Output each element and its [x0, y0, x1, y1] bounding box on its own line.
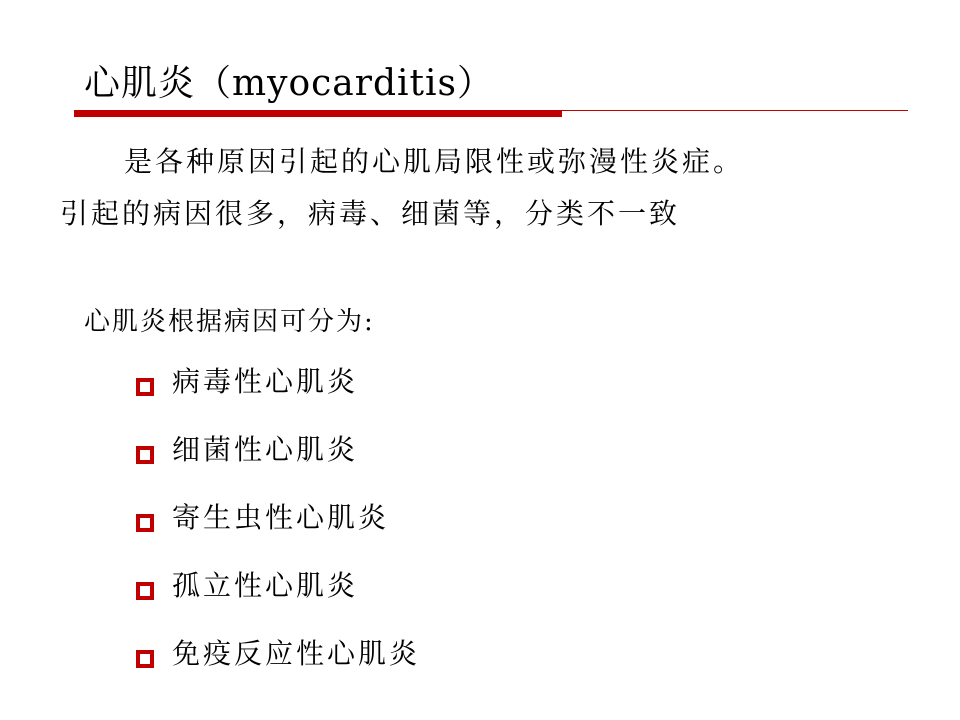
hollow-square-icon	[136, 582, 154, 600]
list-item-label: 病毒性心肌炎	[172, 365, 359, 398]
intro-line-1: 是各种原因引起的心肌局限性或弥漫性炎症。	[124, 145, 745, 178]
list-item	[136, 636, 420, 704]
hollow-square-icon	[136, 446, 154, 464]
slide-title: 心肌炎（myocarditis）	[84, 63, 494, 104]
list-item-label: 寄生虫性心肌炎	[172, 501, 390, 534]
list-item-label: 细菌性心肌炎	[172, 433, 359, 466]
hollow-square-icon	[136, 378, 154, 396]
list-item	[136, 500, 420, 568]
intro-paragraph	[60, 136, 910, 240]
list-item-label: 免疫反应性心肌炎	[172, 637, 421, 670]
intro-line-2: 引起的病因很多，病毒、细菌等，分类不一致	[60, 197, 681, 230]
list-item-label: 孤立性心肌炎	[172, 569, 359, 602]
classification-heading: 心肌炎根据病因可分为:	[84, 307, 375, 337]
classification-list	[136, 364, 420, 704]
hollow-square-icon	[136, 514, 154, 532]
title-underline-thick	[74, 110, 562, 117]
list-item	[136, 364, 420, 432]
hollow-square-icon	[136, 650, 154, 668]
list-item	[136, 568, 420, 636]
list-item	[136, 432, 420, 500]
